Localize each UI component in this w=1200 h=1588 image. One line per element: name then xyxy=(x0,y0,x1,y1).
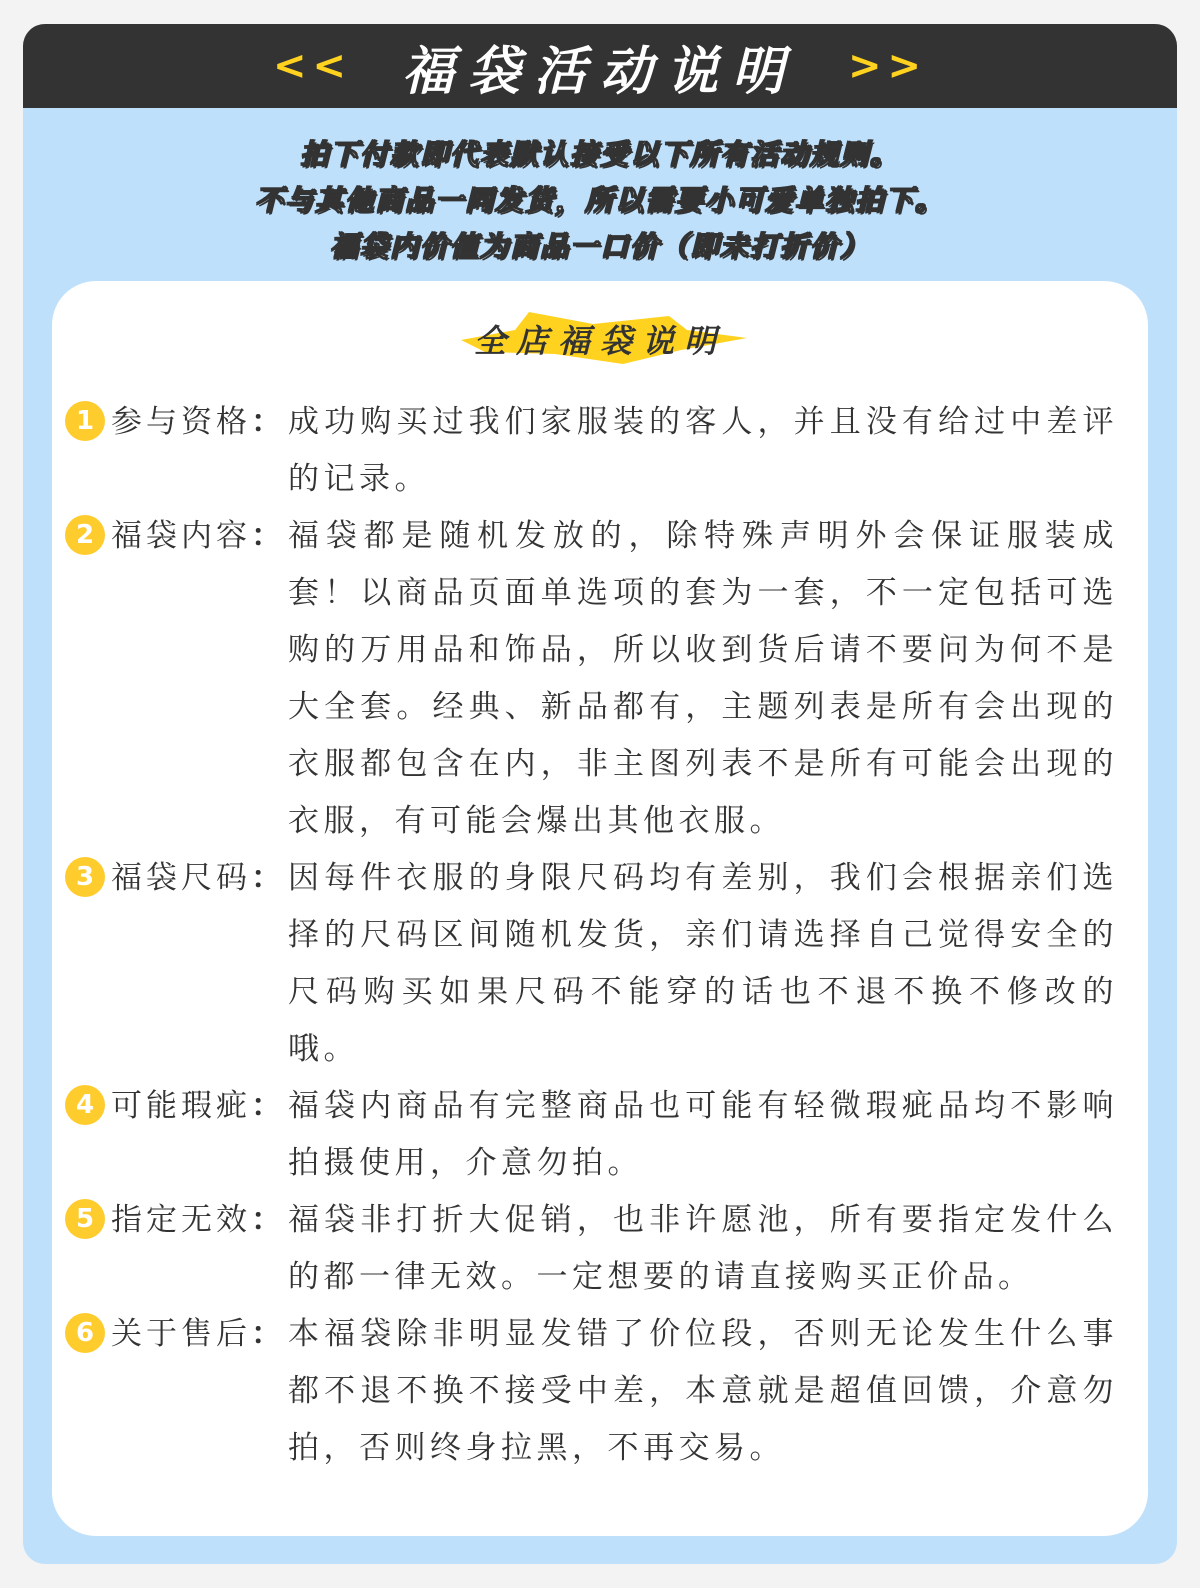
notice-line-2: 不与其他商品一同发货，所以需要小可爱单独拍下。 xyxy=(254,184,945,217)
number-badge-6: 6 xyxy=(65,1313,105,1353)
rule-label xyxy=(111,850,286,907)
rule-label xyxy=(111,1306,286,1363)
rule-label-text: 指定无效 xyxy=(111,1202,251,1238)
header-bar xyxy=(23,24,1177,108)
rule-label-text: 可能瑕疵 xyxy=(111,1088,251,1124)
rule-label-text: 关于售后 xyxy=(111,1316,251,1352)
rule-label-colon: ： xyxy=(251,1088,286,1124)
rule-label-colon: ： xyxy=(251,518,286,554)
page-title: 福袋活动说明 xyxy=(401,41,798,102)
number-badge-2: 2 xyxy=(65,515,105,555)
rule-text: 因每件衣服的身限尺码均有差别，我们会根据亲们选择的尺码区间随机发货，亲们请选择自己觉得安全的尺码购买如果尺码不能穿的话也不退不换不修改的哦。 xyxy=(288,860,1118,1067)
left-arrows: << xyxy=(272,43,352,89)
subtitle-banner xyxy=(52,306,1148,372)
rule-text: 福袋都是随机发放的，除特殊声明外会保证服装成套！以商品页面单选项的套为一套，不一定包括可选购的万用品和饰品，所以收到货后请不要问为何不是大全套。经典、新品都有，主题列表是所有会出现的衣服都包含在内，非主图列表不是所有可能会出现的衣服，有可能会爆出其他衣服。 xyxy=(288,518,1118,839)
notice-line-1: 拍下付款即代表默认接受以下所有活动规则。 xyxy=(299,138,900,171)
rule-label-text: 福袋内容 xyxy=(111,518,251,554)
rule-label xyxy=(111,394,286,451)
rule-text: 成功购买过我们家服装的客人，并且没有给过中差评的记录。 xyxy=(288,404,1118,497)
rule-text: 福袋内商品有完整商品也可能有轻微瑕疵品均不影响拍摄使用，介意勿拍。 xyxy=(288,1088,1118,1181)
rule-label-colon: ： xyxy=(251,1316,286,1352)
rule-label-colon: ： xyxy=(251,404,286,440)
rule-label-colon: ： xyxy=(251,860,286,896)
rule-label-text: 福袋尺码 xyxy=(111,860,251,896)
number-badge-4: 4 xyxy=(65,1085,105,1125)
notice-line-3: 福袋内价值为商品一口价（即未打折价） xyxy=(329,230,870,263)
rule-label xyxy=(111,1192,286,1249)
rule-label-text: 参与资格 xyxy=(111,404,251,440)
right-arrows: >> xyxy=(848,43,928,89)
number-badge-3: 3 xyxy=(65,857,105,897)
rules-card xyxy=(52,281,1148,1536)
notice-block xyxy=(23,132,1177,270)
rule-label xyxy=(111,508,286,565)
rule-label xyxy=(111,1078,286,1135)
rules-panel xyxy=(23,24,1177,1564)
rule-label-colon: ： xyxy=(251,1202,286,1238)
rule-text: 本福袋除非明显发错了价位段，否则无论发生什么事都不退不换不接受中差，本意就是超值回馈，介意勿拍，否则终身拉黑，不再交易。 xyxy=(288,1316,1118,1466)
subtitle: 全店福袋说明 xyxy=(473,322,726,360)
rule-text: 福袋非打折大促销，也非许愿池，所有要指定发什么的都一律无效。一定想要的请直接购买正价品。 xyxy=(288,1202,1118,1295)
number-badge-5: 5 xyxy=(65,1199,105,1239)
number-badge-1: 1 xyxy=(65,401,105,441)
